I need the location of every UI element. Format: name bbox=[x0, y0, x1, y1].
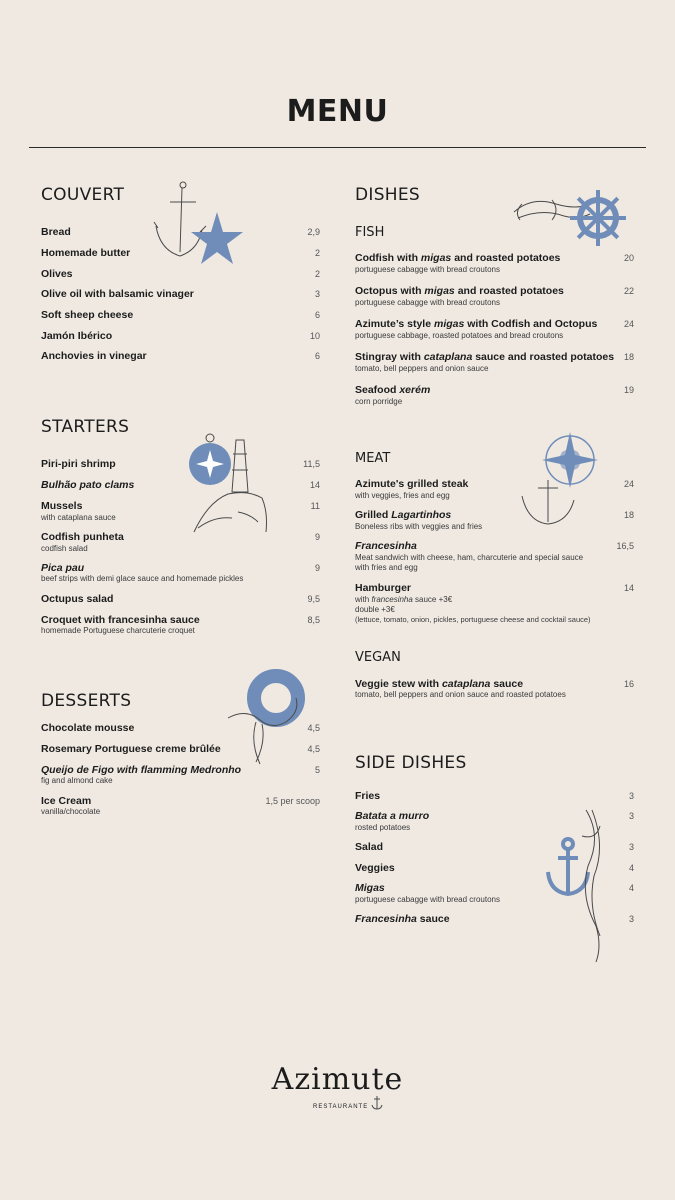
menu-price: 24 bbox=[623, 319, 634, 329]
life-ring-icon bbox=[226, 668, 306, 768]
menu-item-desc: portuguese cabagge with bread croutons bbox=[355, 265, 500, 274]
menu-price: 2,9 bbox=[307, 227, 320, 237]
menu-item-desc: tomato, bell peppers and onion sauce and roasted potatoes bbox=[355, 690, 566, 699]
menu-item: Octupus salad bbox=[41, 593, 114, 605]
menu-item-desc: with fries and egg bbox=[355, 563, 418, 572]
menu-price: 6 bbox=[314, 351, 320, 361]
menu-price: 24 bbox=[623, 479, 634, 489]
menu-price: 11,5 bbox=[303, 459, 320, 469]
menu-item: Codfish with migas and roasted potatoes bbox=[355, 252, 561, 264]
menu-price: 16,5 bbox=[616, 541, 634, 551]
menu-price: 3 bbox=[628, 811, 634, 821]
menu-item-desc: portuguese cabbage, roasted potatoes and bread croutons bbox=[355, 331, 564, 340]
menu-item: Bulhão pato clams bbox=[41, 479, 135, 491]
subsection-heading-vegan: VEGAN bbox=[355, 650, 401, 665]
menu-price: 4 bbox=[628, 883, 634, 893]
menu-title: MENU bbox=[286, 94, 389, 129]
menu-item: Olive oil with balsamic vinager bbox=[41, 288, 194, 300]
menu-item-desc: portuguese cabagge with bread croutons bbox=[355, 895, 500, 904]
menu-item-desc: codfish salad bbox=[41, 544, 88, 553]
menu-price: 18 bbox=[623, 352, 634, 362]
menu-item: Stingray with cataplana sauce and roasted potatoes bbox=[355, 351, 615, 363]
menu-item-desc: Boneless ribs with veggies and fries bbox=[355, 522, 483, 531]
menu-item-desc: vanilla/chocolate bbox=[41, 807, 101, 816]
restaurant-logo-sub: RESTAURANTE bbox=[313, 1104, 369, 1110]
section-heading-dishes: DISHES bbox=[355, 185, 421, 205]
menu-price: 8,5 bbox=[307, 615, 320, 625]
menu-item: Batata a murro bbox=[355, 810, 430, 822]
menu-price: 20 bbox=[623, 253, 634, 263]
menu-price: 10 bbox=[309, 331, 320, 341]
subsection-heading-fish: FISH bbox=[355, 225, 385, 240]
menu-item: Migas bbox=[355, 882, 385, 894]
menu-item-desc: fig and almond cake bbox=[41, 776, 113, 785]
menu-price: 1,5 per scoop bbox=[265, 796, 320, 806]
menu-item: Rosemary Portuguese creme brûlée bbox=[41, 743, 221, 755]
menu-price: 3 bbox=[628, 914, 634, 924]
menu-item: Francesinha sauce bbox=[355, 913, 450, 925]
menu-item: Codfish punheta bbox=[41, 531, 124, 543]
menu-item-desc: beef strips with demi glace sauce and homemade pickles bbox=[41, 574, 244, 583]
menu-item: Mussels bbox=[41, 500, 83, 512]
menu-price: 14 bbox=[309, 480, 320, 490]
menu-item: Anchovies in vinegar bbox=[41, 350, 147, 362]
menu-price: 9 bbox=[314, 563, 320, 573]
menu-item: Veggie stew with cataplana sauce bbox=[355, 678, 524, 690]
menu-price: 4,5 bbox=[307, 744, 320, 754]
menu-item-desc: tomato, bell peppers and onion sauce bbox=[355, 364, 489, 373]
menu-item: Homemade butter bbox=[41, 247, 131, 259]
menu-item: Queijo de Figo with flamming Medronho bbox=[41, 764, 242, 776]
menu-item: Azimute’s style migas with Codfish and Octopus bbox=[355, 318, 598, 330]
menu-item-desc: with veggies, fries and egg bbox=[355, 491, 450, 500]
menu-price: 11 bbox=[310, 501, 320, 511]
anchor-starfish-icon bbox=[150, 180, 255, 280]
subsection-heading-meat: MEAT bbox=[355, 451, 391, 466]
logo-anchor-icon bbox=[371, 1095, 383, 1111]
menu-price: 3 bbox=[314, 289, 320, 299]
menu-item-desc: double +3€ bbox=[355, 605, 395, 614]
menu-item: Azimute's grilled steak bbox=[355, 478, 469, 490]
menu-item: Salad bbox=[355, 841, 384, 853]
section-heading-desserts: DESSERTS bbox=[41, 691, 132, 711]
menu-price: 9,5 bbox=[307, 594, 320, 604]
menu-item: Piri-piri shrimp bbox=[41, 458, 116, 470]
menu-item: Seafood xerém bbox=[355, 384, 431, 396]
title-divider bbox=[29, 147, 646, 148]
menu-price: 14 bbox=[623, 583, 634, 593]
menu-item: Ice Cream bbox=[41, 795, 92, 807]
menu-item: Fries bbox=[355, 790, 381, 802]
menu-price: 19 bbox=[623, 385, 634, 395]
menu-item-desc: with francesinha sauce +3€ bbox=[355, 595, 453, 604]
menu-item-desc: rosted potatoes bbox=[355, 823, 411, 832]
ship-wheel-icon bbox=[512, 186, 632, 250]
menu-item-desc: with cataplana sauce bbox=[41, 513, 116, 522]
menu-price: 4,5 bbox=[307, 723, 320, 733]
menu-item: Pica pau bbox=[41, 562, 85, 574]
menu-item: Bread bbox=[41, 226, 71, 238]
compass-rose-anchor-icon bbox=[518, 430, 600, 530]
menu-price: 18 bbox=[623, 510, 634, 520]
menu-item: Hamburger bbox=[355, 582, 412, 594]
menu-item: Francesinha bbox=[355, 540, 417, 552]
menu-item: Jamón Ibérico bbox=[41, 330, 113, 342]
section-heading-starters: STARTERS bbox=[41, 417, 130, 437]
section-heading-couvert: COUVERT bbox=[41, 185, 125, 205]
anchor-rope-icon bbox=[542, 806, 608, 966]
menu-price: 2 bbox=[314, 248, 320, 258]
compass-lighthouse-icon bbox=[188, 432, 273, 537]
menu-item: Olives bbox=[41, 268, 73, 280]
menu-price: 6 bbox=[314, 310, 320, 320]
menu-item: Octopus with migas and roasted potatoes bbox=[355, 285, 564, 297]
menu-item: Grilled Lagartinhos bbox=[355, 509, 452, 521]
menu-item-desc: (lettuce, tomato, onion, pickles, portuguese cheese and cocktail sauce) bbox=[355, 615, 591, 624]
menu-item: Veggies bbox=[355, 862, 395, 874]
menu-item-desc: Meat sandwich with cheese, ham, charcuterie and special sauce bbox=[355, 553, 584, 562]
menu-item: Croquet with francesinha sauce bbox=[41, 614, 200, 626]
menu-price: 3 bbox=[628, 842, 634, 852]
menu-price: 3 bbox=[628, 791, 634, 801]
menu-price: 5 bbox=[314, 765, 320, 775]
menu-price: 4 bbox=[628, 863, 634, 873]
menu-item-desc: corn porridge bbox=[355, 397, 403, 406]
menu-price: 2 bbox=[314, 269, 320, 279]
menu-price: 22 bbox=[623, 286, 634, 296]
menu-item: Chocolate mousse bbox=[41, 722, 135, 734]
menu-item-desc: portuguese cabagge with bread croutons bbox=[355, 298, 500, 307]
menu-item: Soft sheep cheese bbox=[41, 309, 134, 321]
menu-price: 16 bbox=[623, 679, 634, 689]
menu-item-desc: homemade Portuguese charcuterie croquet bbox=[41, 626, 195, 635]
section-heading-side-dishes: SIDE DISHES bbox=[355, 753, 467, 773]
menu-price: 9 bbox=[314, 532, 320, 542]
restaurant-logo: Azimute bbox=[271, 1062, 404, 1097]
